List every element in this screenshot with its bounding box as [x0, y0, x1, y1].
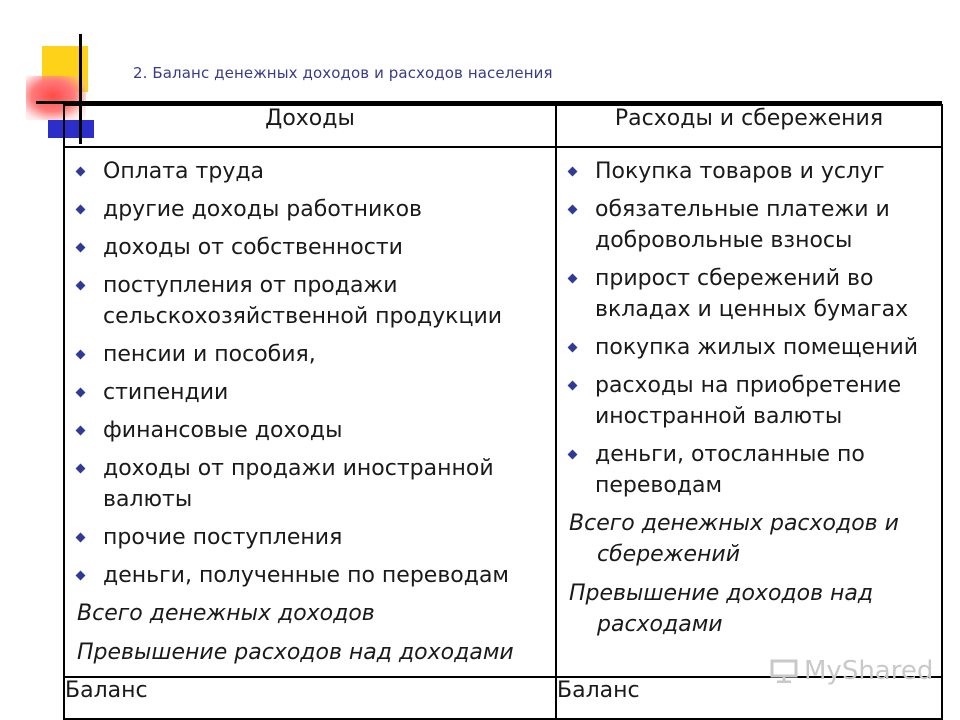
income-cell — [64, 147, 556, 677]
diamond-bullet-icon — [76, 426, 86, 436]
footer-balance-right: Баланс — [556, 677, 942, 719]
income-list — [65, 148, 555, 591]
list-item: доходы от продажи иностранной валюты — [75, 453, 545, 515]
income-total: Всего денежных доходов — [77, 601, 375, 626]
balance-table — [63, 104, 943, 720]
list-item: Оплата труда — [75, 156, 545, 187]
slide-title: 2. Баланс денежных доходов и расходов населения — [133, 64, 553, 82]
diamond-bullet-icon — [568, 167, 578, 177]
watermark — [770, 656, 933, 686]
list-item: Покупка товаров и услуг — [567, 156, 931, 187]
diamond-bullet-icon — [76, 243, 86, 253]
expenses-cell — [556, 147, 942, 677]
list-item: прирост сбережений во вкладах и ценных бумагах — [567, 263, 931, 325]
diamond-bullet-icon — [76, 281, 86, 291]
diamond-bullet-icon — [76, 388, 86, 398]
diamond-bullet-icon — [76, 350, 86, 360]
header-income: Доходы — [64, 105, 556, 147]
table-header-row — [64, 105, 942, 147]
diamond-bullet-icon — [568, 450, 578, 460]
list-item: деньги, отосланные по переводам — [567, 439, 931, 501]
header-expenses: Расходы и сбережения — [556, 105, 942, 147]
diamond-bullet-icon — [76, 533, 86, 543]
list-item: пенсии и пособия, — [75, 339, 545, 370]
list-item: прочие поступления — [75, 522, 545, 553]
expenses-total: Всего денежных расходов и сбережений — [569, 511, 899, 567]
table-body-row — [64, 147, 942, 677]
list-item: расходы на приобретение иностранной валюты — [567, 370, 931, 432]
diamond-bullet-icon — [568, 205, 578, 215]
diamond-bullet-icon — [76, 205, 86, 215]
presentation-board-icon — [770, 659, 798, 683]
list-item: финансовые доходы — [75, 415, 545, 446]
list-item: стипендии — [75, 377, 545, 408]
list-item: обязательные платежи и добровольные взносы — [567, 194, 931, 256]
diamond-bullet-icon — [568, 274, 578, 284]
list-item: деньги, полученные по переводам — [75, 560, 545, 591]
list-item: доходы от собственности — [75, 232, 545, 263]
diamond-bullet-icon — [568, 381, 578, 391]
list-item: поступления от продажи сельскохозяйственной продукции — [75, 270, 545, 332]
list-item: другие доходы работников — [75, 194, 545, 225]
list-item: покупка жилых помещений — [567, 332, 931, 363]
income-excess: Превышение расходов над доходами — [77, 640, 514, 665]
diamond-bullet-icon — [76, 464, 86, 474]
watermark-text: MyShared — [804, 656, 934, 686]
expenses-list — [557, 148, 941, 501]
diamond-bullet-icon — [568, 343, 578, 353]
diamond-bullet-icon — [76, 167, 86, 177]
footer-balance-left: Баланс — [64, 677, 556, 719]
expenses-excess: Превышение доходов над расходами — [569, 581, 874, 637]
diamond-bullet-icon — [76, 571, 86, 581]
